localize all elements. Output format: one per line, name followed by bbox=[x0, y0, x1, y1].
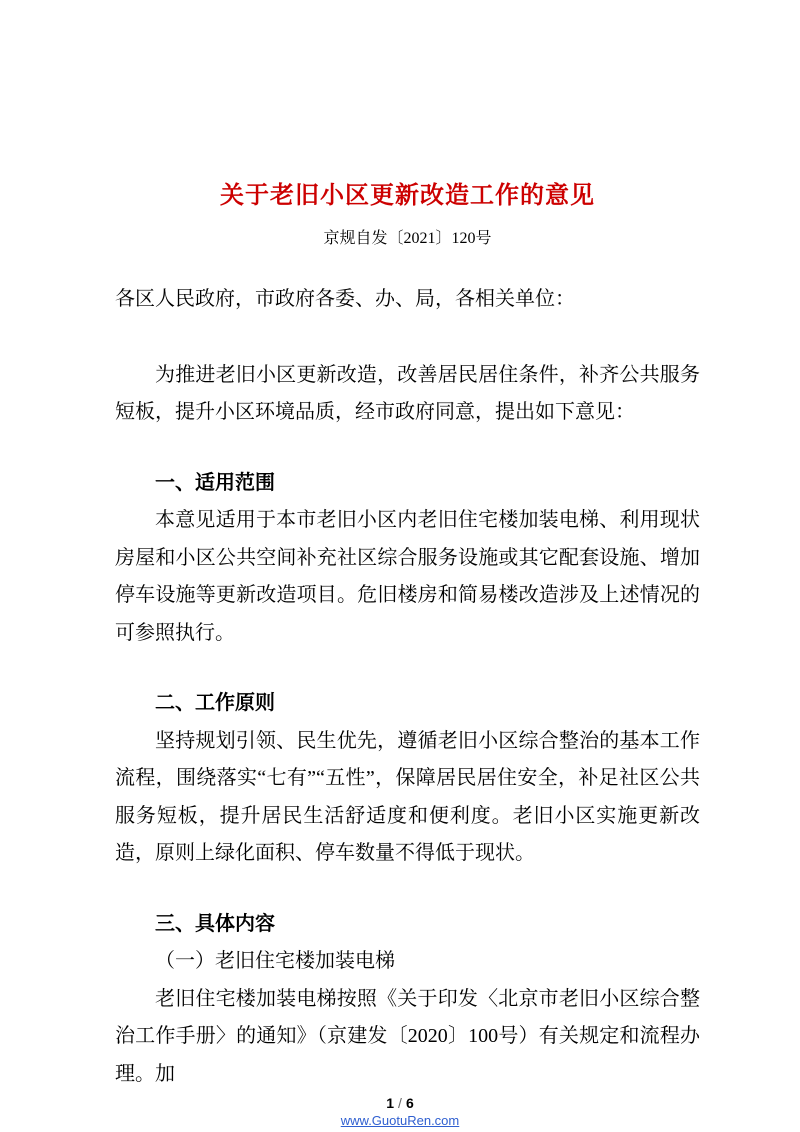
section-1-heading: 一、适用范围 bbox=[155, 471, 275, 494]
page-number-current: 1 bbox=[386, 1095, 395, 1111]
document-title: 关于老旧小区更新改造工作的意见 bbox=[220, 182, 595, 209]
page-number bbox=[0, 1094, 800, 1112]
section-2-heading: 二、工作原则 bbox=[155, 692, 275, 714]
section-3-heading: 三、具体内容 bbox=[155, 912, 275, 935]
intro-paragraph: 为推进老旧小区更新改造，改善居民居住条件，补齐公共服务短板，提升小区环境品质，经市政府同意，提出如下意见： bbox=[115, 363, 700, 423]
website-link[interactable]: www.GuotuRen.com bbox=[340, 1113, 460, 1128]
page-number-total: 6 bbox=[405, 1095, 414, 1111]
section-2-paragraph: 坚持规划引领、民生优先，遵循老旧小区综合整治的基本工作流程，围绕落实“七有”“五性”，保障居民居住安全，补足社区公共服务短板，提升居民生活舒适度和便利度。老旧小区实施更新改造，原则上绿化面积、停车数量不得低于现状。 bbox=[115, 729, 700, 864]
addressee-line: 各区人民政府，市政府各委、办、局，各相关单位： bbox=[115, 288, 575, 310]
section-1-paragraph: 本意见适用于本市老旧小区内老旧住宅楼加装电梯、利用现状房屋和小区公共空间补充社区综合服务设施或其它配套设施、增加停车设施等更新改造项目。危旧楼房和简易楼改造涉及上述情况的可参照执行。 bbox=[115, 509, 700, 644]
document-number: 京规自发〔2021〕120号 bbox=[323, 230, 492, 247]
section-3-subheading: （一）老旧住宅楼加装电梯 bbox=[155, 950, 395, 972]
page-number-separator: / bbox=[398, 1095, 402, 1111]
page-footer bbox=[0, 1094, 800, 1130]
section-3-paragraph: 老旧住宅楼加装电梯按照《关于印发〈北京市老旧小区综合整治工作手册〉的通知》（京建发〔2020〕100号）有关规定和流程办理。加 bbox=[115, 987, 700, 1085]
